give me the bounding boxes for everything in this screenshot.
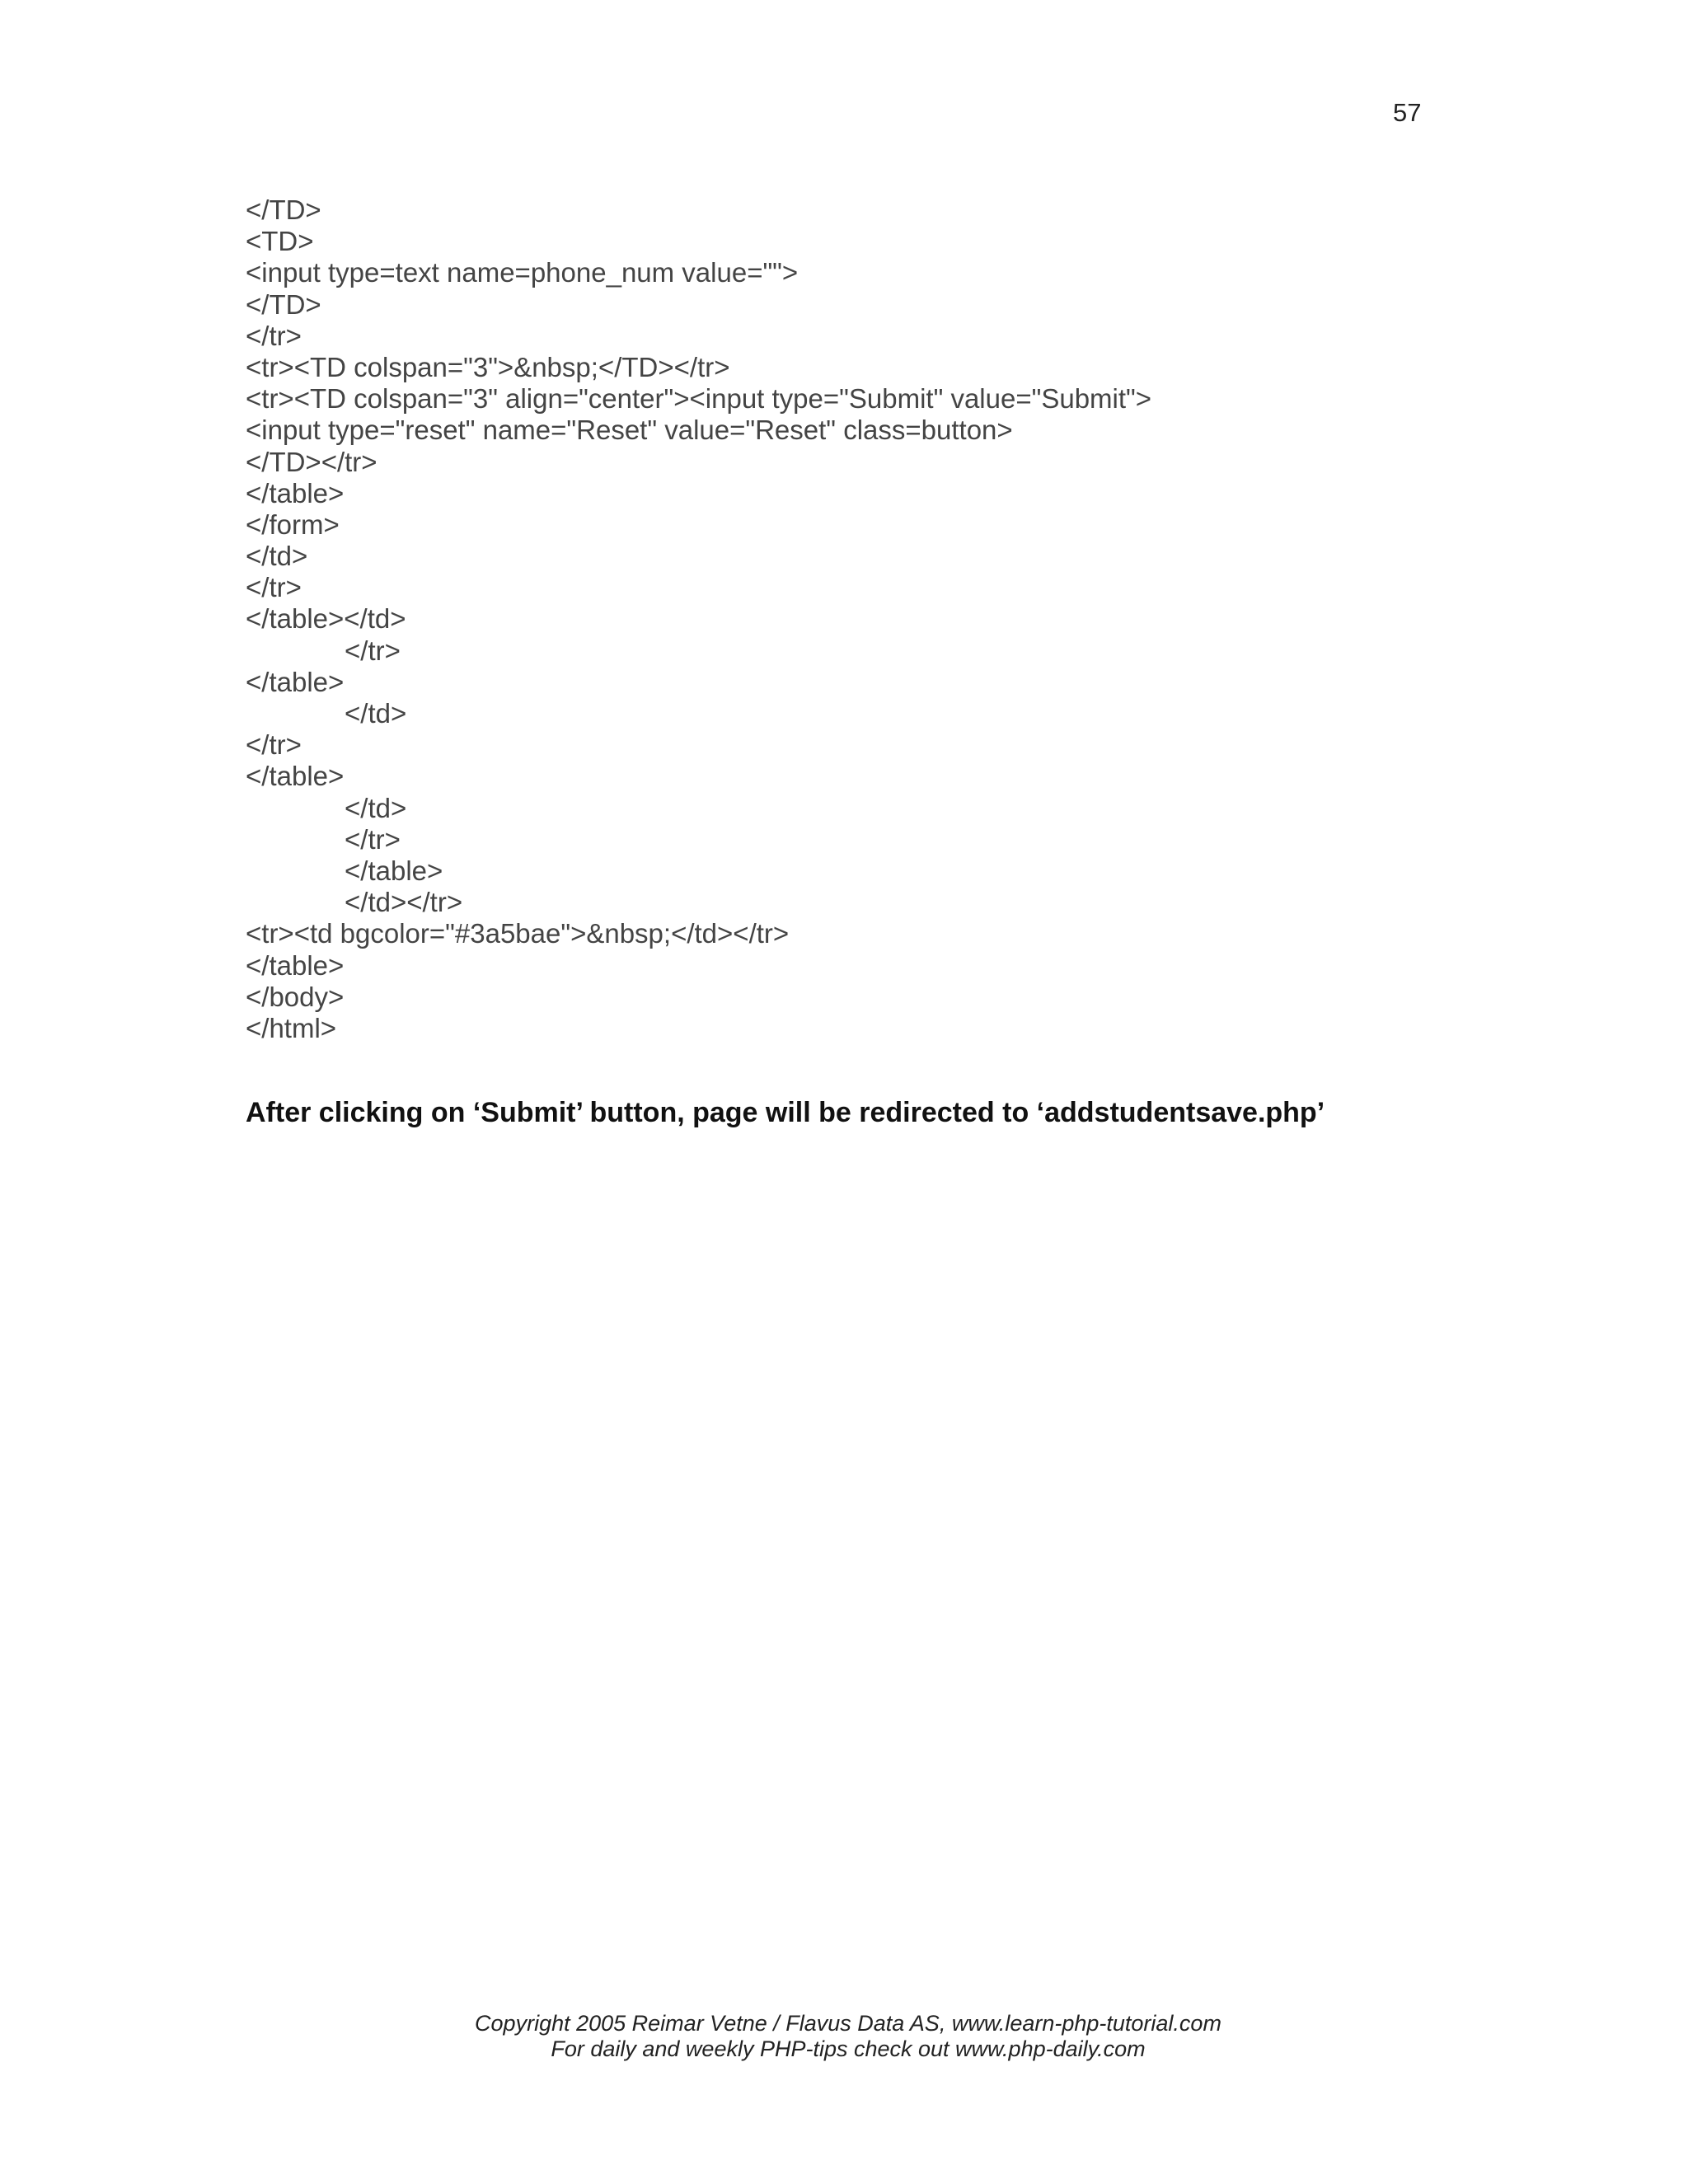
- code-line: <tr><TD colspan="3" align="center"><input type="Submit" value="Submit">: [246, 383, 1152, 415]
- code-line: </table>: [246, 666, 345, 697]
- code-line: <input type=text name=phone_num value="">: [246, 257, 799, 288]
- code-line: </TD>: [246, 194, 321, 225]
- code-line: </tr>: [246, 729, 302, 761]
- code-line: </td>: [345, 792, 407, 823]
- code-line: </tr>: [345, 823, 401, 855]
- code-line: </body>: [246, 981, 345, 1012]
- code-listing: [246, 194, 1482, 1044]
- code-line: </td></tr>: [345, 887, 463, 918]
- redirect-note: After clicking on ‘Submit’ button, page will be redirected to ‘addstudentsave.php’: [246, 1097, 1325, 1128]
- code-line: <input type="reset" name="Reset" value="Reset" class=button>: [246, 415, 1013, 446]
- code-line: </table>: [246, 477, 345, 509]
- footer-tips: For daily and weekly PHP-tips check out www.php-daily.com: [551, 2036, 1146, 2061]
- code-line: </td>: [246, 541, 308, 572]
- code-line: </table></td>: [246, 603, 406, 635]
- code-line: </table>: [246, 949, 345, 981]
- code-line: </tr>: [246, 320, 302, 351]
- code-line: </tr>: [345, 635, 401, 666]
- code-line: </td>: [345, 698, 407, 729]
- code-line: </TD></tr>: [246, 446, 377, 477]
- code-line: <tr><td bgcolor="#3a5bae">&nbsp;</td></tr>: [246, 918, 790, 949]
- code-line: </table>: [246, 761, 345, 792]
- code-line: </html>: [246, 1012, 337, 1043]
- code-line: </TD>: [246, 288, 321, 320]
- code-line: <tr><TD colspan="3">&nbsp;</TD></tr>: [246, 351, 730, 382]
- code-line: <TD>: [246, 226, 314, 257]
- page-number: 57: [1393, 98, 1422, 127]
- page-footer: [0, 2011, 1688, 2062]
- footer-copyright: Copyright 2005 Reimar Vetne / Flavus Data AS, www.learn-php-tutorial.com: [475, 2011, 1221, 2036]
- code-line: </form>: [246, 509, 340, 540]
- code-line: </table>: [345, 855, 443, 886]
- code-line: </tr>: [246, 572, 302, 603]
